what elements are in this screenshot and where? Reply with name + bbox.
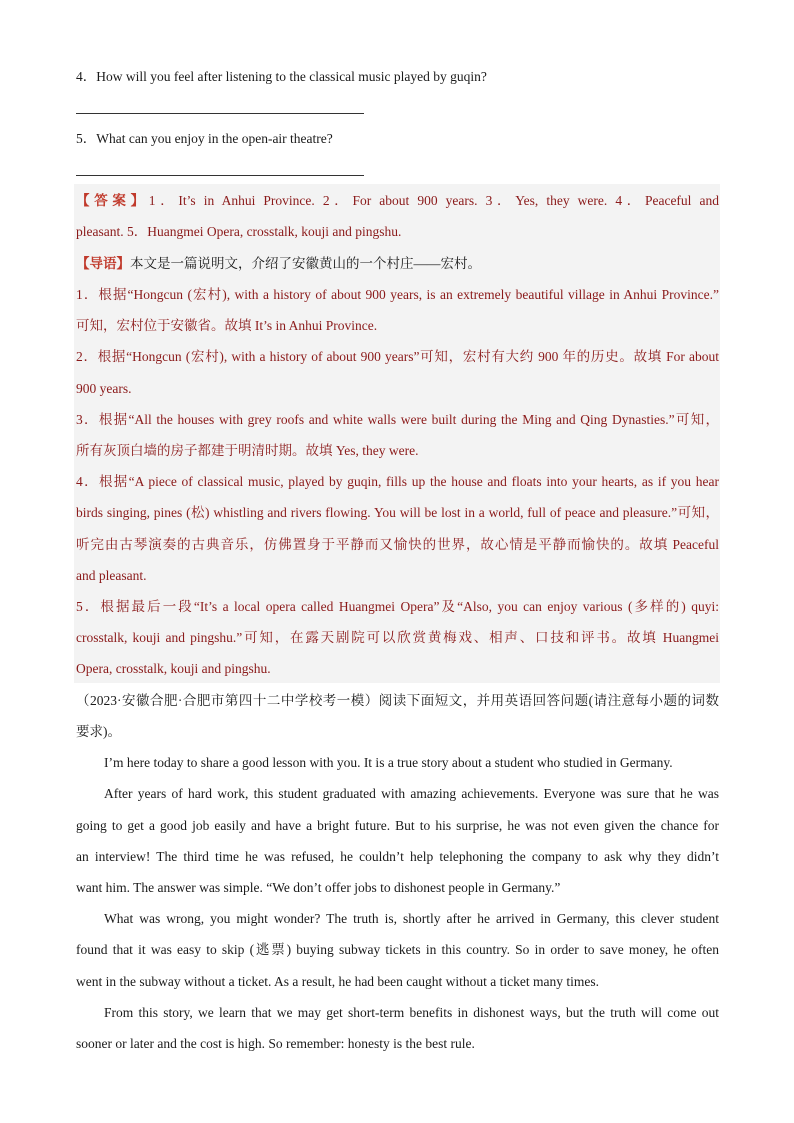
answer-blank-4[interactable]: [76, 113, 364, 114]
passage-intro-line-2: 要求)。: [76, 724, 121, 739]
paragraph-4-line-1: From this story, we learn that we may get short-term benefits in dishonest ways, but the truth will come out: [104, 1005, 719, 1020]
question-4: 4．How will you feel after listening to the classical music played by guqin?: [76, 69, 487, 84]
passage-intro-line-1: （2023·安徽合肥·合肥市第四十二中学校考一模）阅读下面短文，并用英语回答问题(请注意每小题的词数: [76, 693, 719, 708]
paragraph-2-line-2: going to get a good job easily and have a bright future. But to his surprise, he was not even given the chance for: [76, 818, 719, 833]
answer-tag: 【答案】: [76, 193, 149, 208]
explanation-1-line-2: 可知，宏村位于安徽省。故填 It’s in Anhui Province.: [76, 318, 378, 333]
guide-text: 本文是一篇说明文，介绍了安徽黄山的一个村庄——宏村。: [130, 256, 481, 271]
paragraph-3-line-2: found that it was easy to skip (逃票) buying subway tickets in this country. So in order to save money, he often: [76, 942, 719, 957]
explanation-4-line-1: 4．根据“A piece of classical music, played by guqin, fills up the house and floats into your hearts, as if you hear: [76, 474, 719, 489]
explanation-3-line-2: 所有灰顶白墙的房子都建于明清时期。故填 Yes, they were.: [76, 443, 419, 458]
guide-tag: 【导语】: [76, 256, 130, 271]
answer-line-1: [76, 185, 719, 216]
answer-line-2: pleasant. 5．Huangmei Opera, crosstalk, kouji and pingshu.: [76, 224, 402, 239]
answer-blank-5[interactable]: [76, 175, 364, 176]
guide-line: [76, 248, 719, 279]
paragraph-4-line-2: sooner or later and the cost is high. So remember: honesty is the best rule.: [76, 1036, 475, 1051]
paragraph-2-line-1: After years of hard work, this student graduated with amazing achievements. Everyone was sure that he was: [104, 786, 719, 801]
explanation-2-line-1: 2．根据“Hongcun (宏村), with a history of about 900 years”可知，宏村有大约 900 年的历史。故填 For about: [76, 349, 719, 364]
paragraph-1-line-1: I’m here today to share a good lesson with you. It is a true story about a student who studied in Germany.: [104, 755, 673, 770]
explanation-5-line-3: Opera, crosstalk, kouji and pingshu.: [76, 661, 271, 676]
answer-text-1: 1．It’s in Anhui Province. 2．For about 900 years. 3．Yes, they were. 4．Peaceful and: [148, 193, 719, 208]
explanation-5-line-2: crosstalk, kouji and pingshu.”可知，在露天剧院可以欣赏黄梅戏、相声、口技和评书。故填 Huangmei: [76, 630, 719, 645]
explanation-5-line-1: 5．根据最后一段“It’s a local opera called Huangmei Opera”及“Also, you can enjoy various (多样的) quyi:: [76, 599, 719, 614]
paragraph-2-line-4: want him. The answer was simple. “We don’t offer jobs to dishonest people in Germany.”: [76, 880, 561, 895]
paragraph-3-line-3: went in the subway without a ticket. As a result, he had been caught without a ticket many times.: [76, 974, 599, 989]
explanation-4-line-4: and pleasant.: [76, 568, 147, 583]
paragraph-2-line-3: an interview! The third time he was refused, he couldn’t help telephoning the company to ask why they didn’t: [76, 849, 719, 864]
explanation-4-line-3: 听完由古琴演奏的古典音乐，仿佛置身于平静而又愉快的世界，故心情是平静而愉快的。故填 Peaceful: [76, 537, 719, 552]
explanation-4-line-2: birds singing, pines (松) whistling and rivers flowing. You will be lost in a world, full of peace and pleasure.”可知，: [76, 505, 719, 520]
paragraph-3-line-1: What was wrong, you might wonder? The truth is, shortly after he arrived in Germany, this clever student: [104, 911, 719, 926]
explanation-3-line-1: 3．根据“All the houses with grey roofs and white walls were built during the Ming and Qing Dynasties.”可知，: [76, 412, 719, 427]
question-5: 5．What can you enjoy in the open-air theatre?: [76, 131, 333, 146]
explanation-2-line-2: 900 years.: [76, 381, 132, 396]
explanation-1-line-1: 1．根据“Hongcun (宏村), with a history of about 900 years, is an extremely beautiful village in Anhui Province.”: [76, 287, 719, 302]
